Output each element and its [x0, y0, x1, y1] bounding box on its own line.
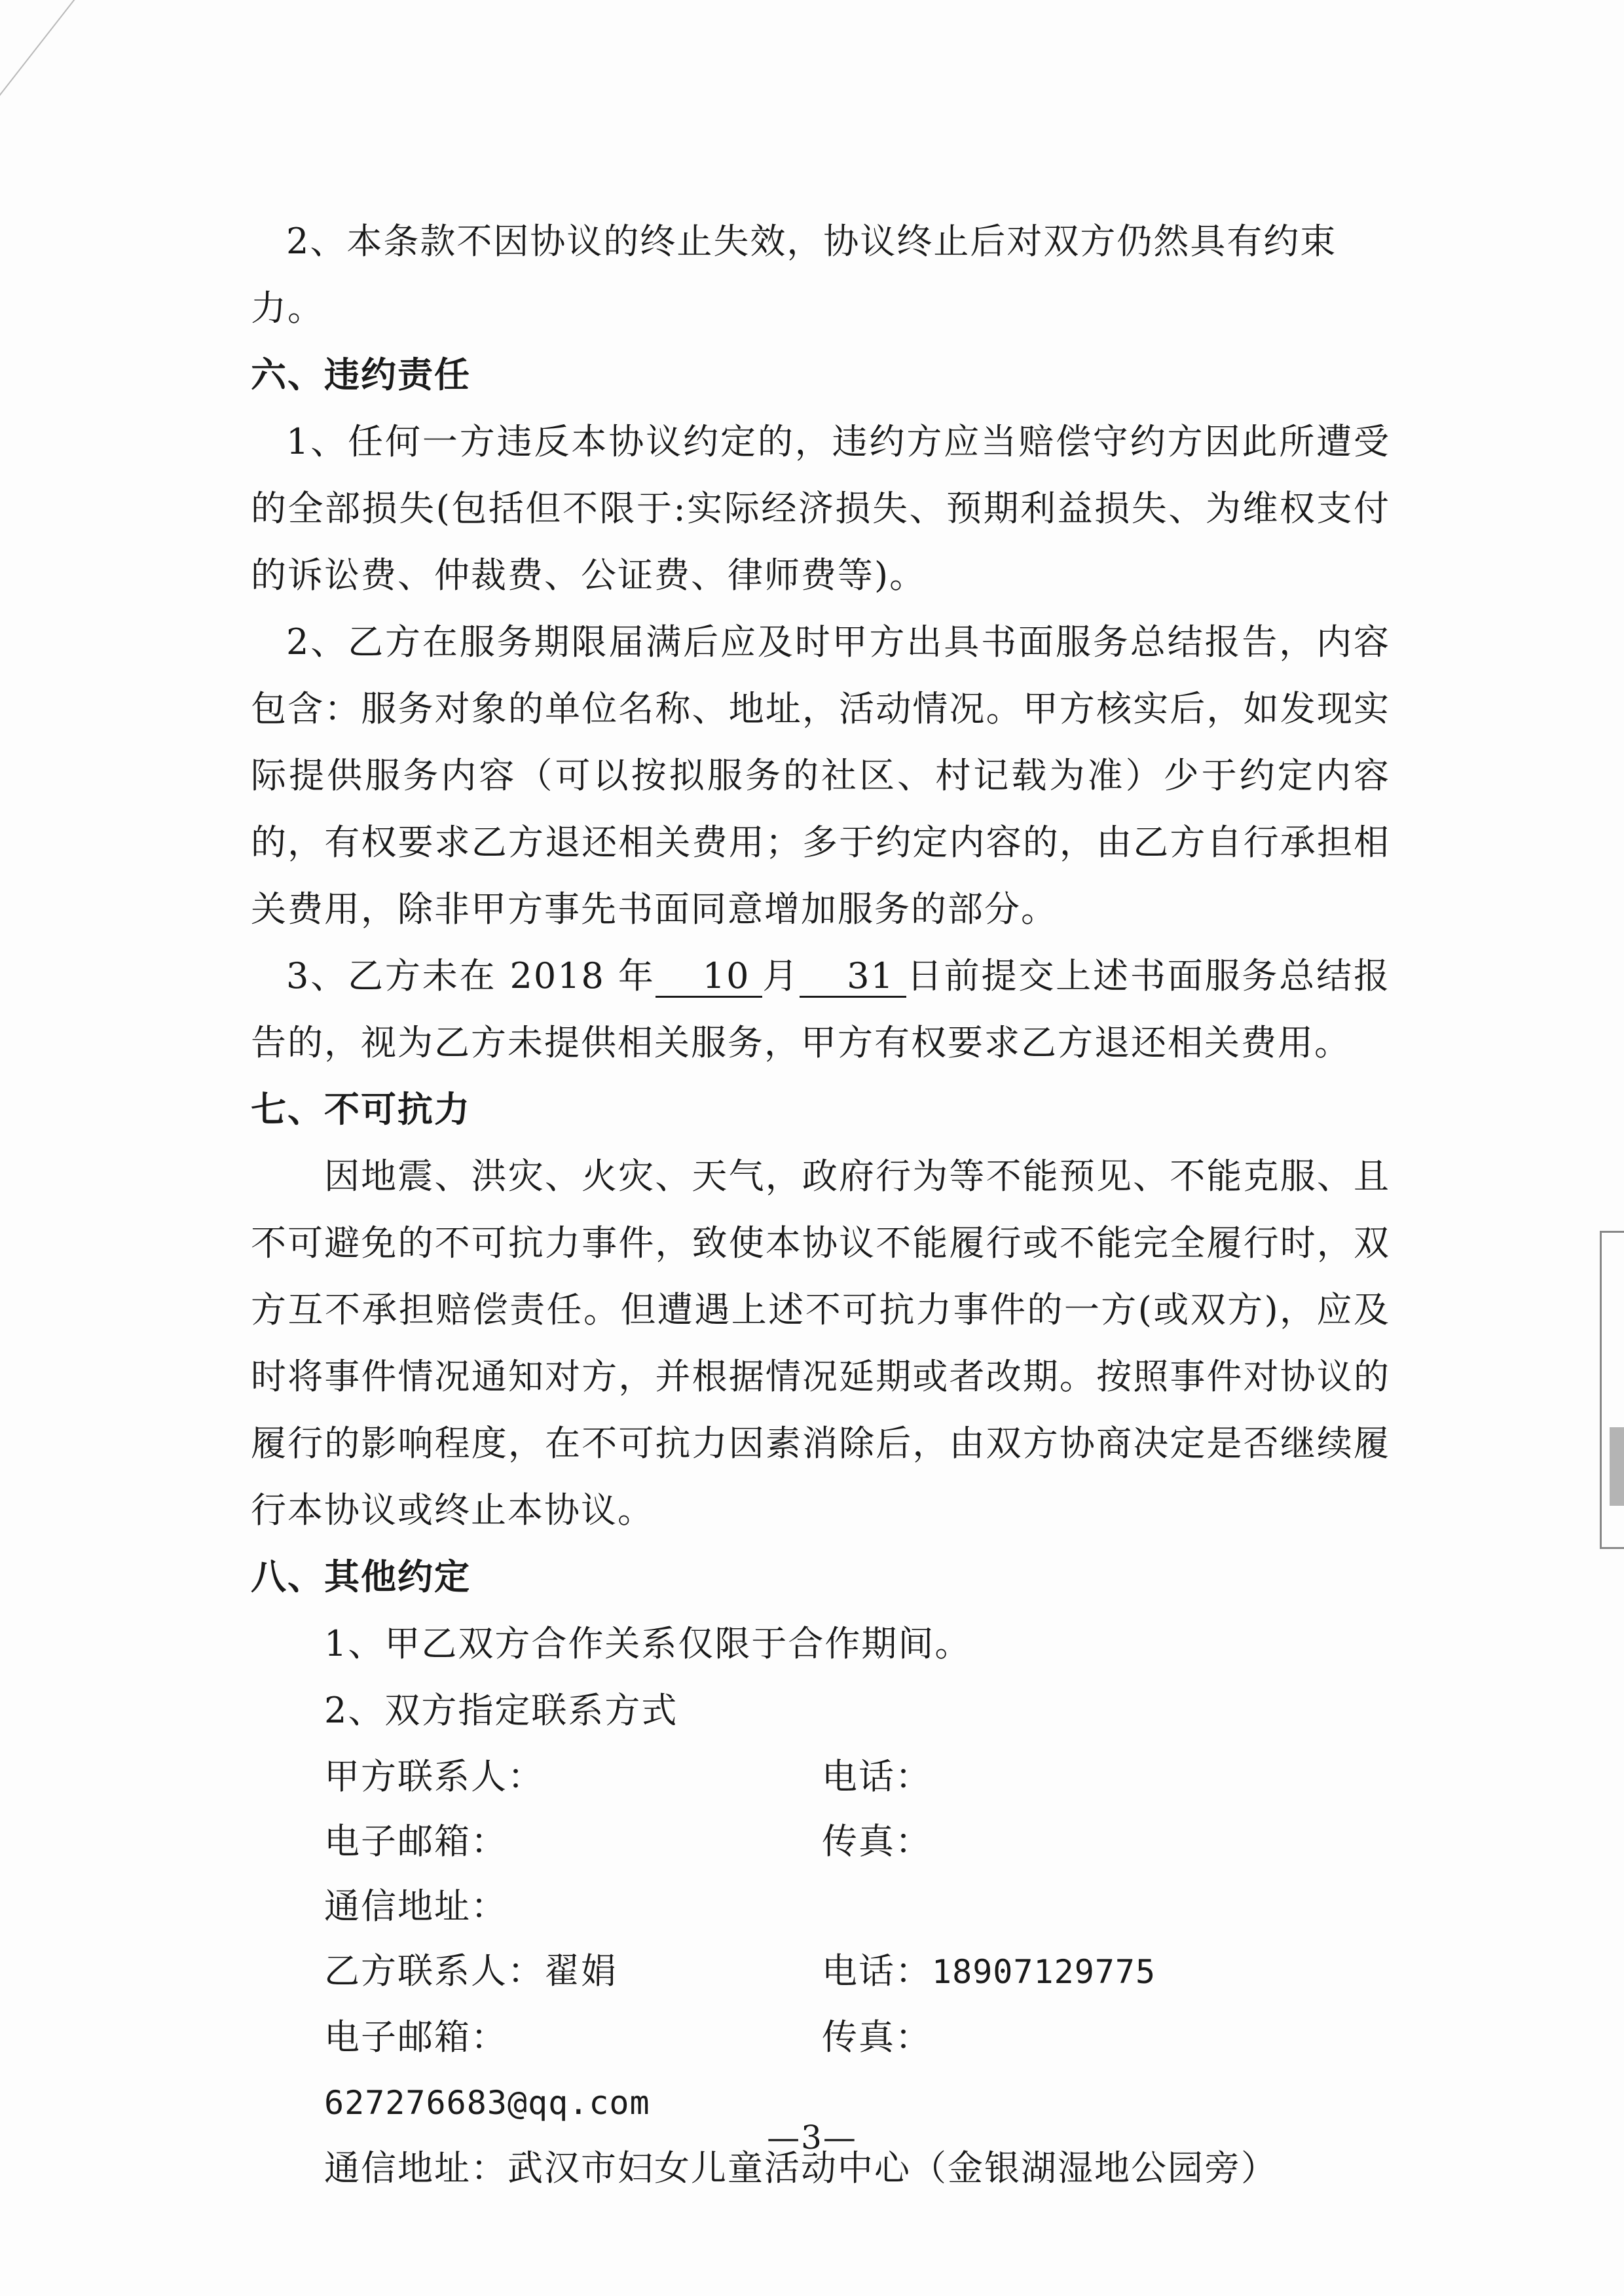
clause-6-3-suffix: 日前提交上述书面服务总结报告的，视为乙方未提供相关服务，甲方有权要求乙方退还相关费用。	[251, 955, 1390, 1063]
document-body	[251, 208, 1390, 2200]
deadline-day: 31	[800, 957, 906, 998]
party-a-contact-row	[251, 1744, 1390, 1809]
party-b-email-value: 627276683@qq.com	[324, 2084, 650, 2122]
party-a-contact-label: 甲方联系人：	[324, 1756, 544, 1797]
page-number: —3—	[767, 2119, 857, 2157]
section-8-heading: 八、其他约定	[251, 1556, 471, 1597]
clause-5-2-line-2: 力。	[251, 287, 324, 329]
party-a-address-label: 通信地址：	[324, 1886, 507, 1927]
party-b-email-label: 电子邮箱：	[324, 2016, 507, 2058]
party-a-email-label: 电子邮箱：	[324, 1821, 507, 1862]
party-b-contact-label: 乙方联系人：	[324, 1950, 544, 1992]
party-a-fax-label: 传真：	[822, 1821, 932, 1862]
party-b-phone-value: 18907129775	[932, 1953, 1156, 1991]
clause-6-3	[251, 943, 1390, 1076]
clause-6-3-mid: 月	[762, 955, 800, 996]
deadline-month: 10	[655, 957, 762, 998]
party-b-fax-label: 传真：	[822, 2016, 932, 2058]
section-6-heading: 六、违约责任	[251, 354, 471, 395]
party-a-phone-label: 电话：	[822, 1756, 932, 1797]
clause-6-2: 2、乙方在服务期限届满后应及时甲方出具书面服务总结报告，内容包含：服务对象的单位名称、地址，活动情况。甲方核实后，如发现实际提供服务内容（可以按拟服务的社区、村记载为准）少于约定内容的，有权要求乙方退还相关费用；多于约定内容的，由乙方自行承担相关费用，除非甲方事先书面同意增加服务的部分。	[251, 621, 1390, 930]
clause-6-1: 1、任何一方违反本协议约定的，违约方应当赔偿守约方因此所遭受的全部损失(包括但不限于:实际经济损失、预期利益损失、为维权支付的诉讼费、仲裁费、公证费、律师费等)。	[251, 421, 1390, 596]
scan-edge-shadow	[1610, 1427, 1624, 1506]
clause-6-3-prefix: 3、乙方未在 2018 年	[286, 955, 655, 996]
party-b-contact-row	[251, 1939, 1390, 2005]
party-b-contact	[324, 1939, 822, 2005]
party-b-address-label: 通信地址：	[324, 2147, 507, 2189]
party-a-email-row	[251, 1809, 1390, 1874]
clause-8-2: 2、双方指定联系方式	[324, 1690, 678, 1731]
party-a-address-row	[251, 1874, 1390, 1939]
party-b-phone	[822, 1939, 1390, 2005]
party-b-phone-label: 电话：	[822, 1950, 932, 1992]
party-b-email	[324, 2005, 822, 2136]
party-b-address-value: 武汉市妇女儿童活动中心（金银湖湿地公园旁）	[507, 2147, 1278, 2189]
scan-fold-line	[0, 0, 187, 145]
section-7-heading: 七、不可抗力	[251, 1089, 471, 1130]
clause-8-1: 1、甲乙双方合作关系仅限于合作期间。	[324, 1623, 972, 1664]
party-b-contact-name: 翟娟	[544, 1950, 618, 1992]
party-b-email-row	[251, 2005, 1390, 2136]
force-majeure-clause: 因地震、洪灾、火灾、天气，政府行为等不能预见、不能克服、且不可避免的不可抗力事件，致使本协议不能履行或不能完全履行时，双方互不承担赔偿责任。但遭遇上述不可抗力事件的一方(或双方)，应及时将事件情况通知对方，并根据情况延期或者改期。按照事件对协议的履行的影响程度，在不可抗力因素消除后，由双方协商决定是否继续履行本协议或终止本协议。	[251, 1156, 1390, 1531]
clause-5-2-line-1: 2、本条款不因协议的终止失效，协议终止后对双方仍然具有约束	[286, 221, 1337, 262]
